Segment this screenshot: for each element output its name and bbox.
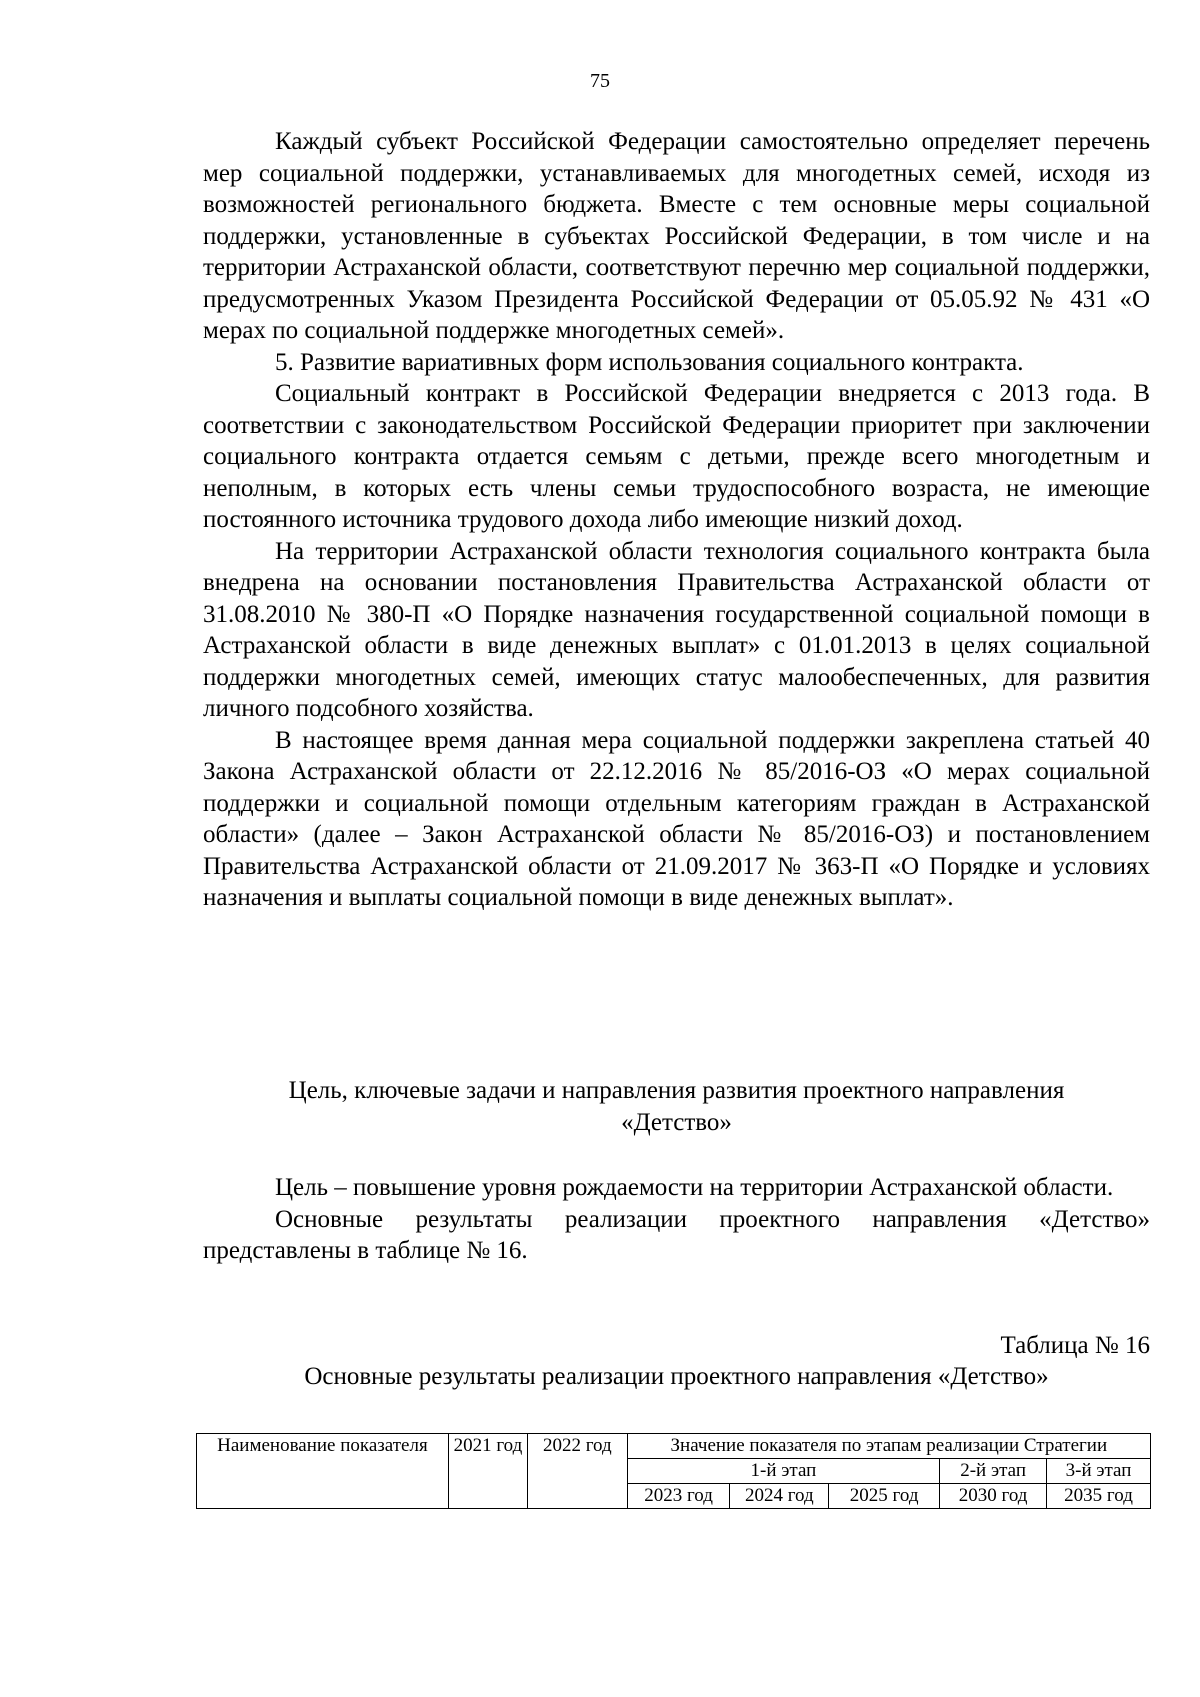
header-stage-3: 3-й этап	[1047, 1459, 1151, 1484]
header-2035: 2035 год	[1047, 1484, 1151, 1509]
section-heading	[203, 1075, 1150, 1138]
paragraph: Социальный контракт в Российской Федерации внедряется с 2013 года. В соответствии с законодательством Российской Федерации приоритет при заключении социального контракта отдается семьям с детьми, прежде всего многодетным и неполным, в которых есть члены семьи трудоспособного возраста, не имеющие постоянного источника трудового дохода либо имеющие низкий доход.	[203, 380, 1150, 533]
table-header-row	[197, 1434, 1151, 1459]
paragraph: В настоящее время данная мера социальной поддержки закреплена статьей 40 Закона Астраханской области от 22.12.2016 № 85/2016-ОЗ «О мерах социальной поддержки и социальной помощи отдельным категориям граждан в Астраханской области» (далее – Закон Астраханской области № 85/2016-ОЗ) и постановлением Правительства Астраханской области от 21.09.2017 № 363-П «О Порядке и условиях назначения и выплаты социальной помощи в виде денежных выплат».	[203, 726, 1150, 911]
page-number: 75	[590, 70, 610, 92]
header-indicator: Наименование показателя	[197, 1434, 449, 1509]
goal-paragraph: Цель – повышение уровня рождаемости на территории Астраханской области.	[275, 1174, 1114, 1201]
header-2022: 2022 год	[527, 1434, 627, 1509]
header-stages-title: Значение показателя по этапам реализации Стратегии	[627, 1434, 1150, 1459]
table-number: Таблица № 16	[1000, 1332, 1150, 1359]
section-heading-line: Цель, ключевые задачи и направления развития проектного направления	[288, 1077, 1065, 1104]
table-caption: Основные результаты реализации проектного направления «Детство»	[304, 1363, 1049, 1390]
header-stage-2: 2-й этап	[940, 1459, 1047, 1484]
header-2021: 2021 год	[448, 1434, 527, 1509]
header-2030: 2030 год	[940, 1484, 1047, 1509]
paragraph: 5. Развитие вариативных форм использования социального контракта.	[275, 348, 1024, 376]
body-text	[203, 126, 1150, 914]
results-intro-paragraph: Основные результаты реализации проектного направления «Детство» представлены в таблице № 16.	[203, 1205, 1150, 1264]
section-heading-line: «Детство»	[621, 1108, 732, 1136]
paragraph: На территории Астраханской области технология социального контракта была внедрена на основании постановления Правительства Астраханской области от 31.08.2010 № 380-П «О Порядке назначения государственной социальной помощи в Астраханской области в виде денежных выплат» с 01.01.2013 в целях социальной поддержки многодетных семей, имеющих статус малообеспеченных, для развития личного подсобного хозяйства.	[203, 537, 1150, 722]
header-2024: 2024 год	[730, 1484, 829, 1509]
results-table	[196, 1433, 1151, 1509]
header-2025: 2025 год	[829, 1484, 940, 1509]
paragraph: Каждый субъект Российской Федерации самостоятельно определяет перечень мер социальной поддержки, устанавливаемых для многодетных семей, исходя из возможностей регионального бюджета. Вместе с тем основные меры социальной поддержки, установленные в субъектах Российской Федерации, в том числе и на территории Астраханской области, соответствуют перечню мер социальной поддержки, предусмотренных Указом Президента Российской Федерации от 05.05.92 № 431 «О мерах по социальной поддержке многодетных семей».	[203, 128, 1150, 344]
header-stage-1: 1-й этап	[627, 1459, 939, 1484]
header-2023: 2023 год	[627, 1484, 730, 1509]
goal-text	[203, 1172, 1150, 1267]
